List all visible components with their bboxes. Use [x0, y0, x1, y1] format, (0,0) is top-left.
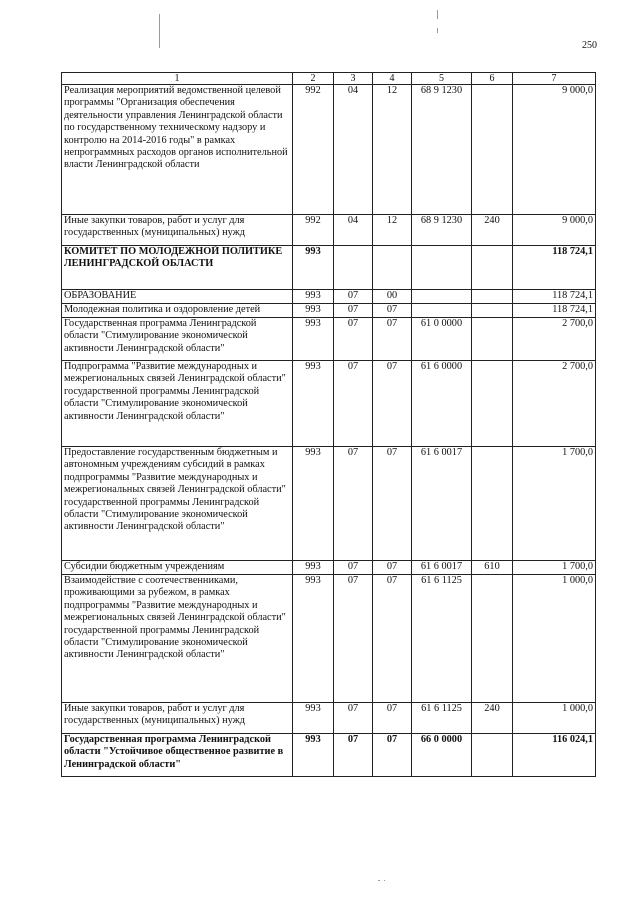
section-code-cell: 07: [334, 734, 373, 777]
expense-type-code-cell: [472, 85, 513, 215]
target-article-code-cell: 68 9 1230: [412, 85, 472, 215]
column-header: 3: [334, 73, 373, 85]
expense-type-code-cell: [472, 304, 513, 318]
expense-type-code-cell: 240: [472, 215, 513, 246]
target-article-code-cell: [412, 290, 472, 304]
amount-cell: 118 724,1: [513, 246, 596, 290]
table-row: [62, 703, 596, 734]
item-name-cell: Предоставление государственным бюджетным и автономным учреждениям субсидий в рамках подпрограммы "Развитие международных и межрегиональных связей Ленинградской области" государственной программы Ленинградской области "Стимулирование экономической активности Ленинградской области": [62, 447, 293, 561]
item-name-cell: Молодежная политика и оздоровление детей: [62, 304, 293, 318]
table-header-row: [62, 73, 596, 85]
scan-mark: [378, 880, 380, 881]
item-name-cell: Реализация мероприятий ведомственной целевой программы "Организация обеспечения деятельности управления Ленинградской области по государственному техническому надзору и контролю на 2014-2016 годы" в рамках непрограммных расходов органов исполнительной власти Ленинградской области: [62, 85, 293, 215]
table-row: [62, 575, 596, 703]
amount-cell: 9 000,0: [513, 215, 596, 246]
subsection-code-cell: 12: [373, 85, 412, 215]
expense-type-code-cell: [472, 575, 513, 703]
item-name-cell: Иные закупки товаров, работ и услуг для государственных (муниципальных) нужд: [62, 215, 293, 246]
ministry-code-cell: 993: [293, 361, 334, 447]
item-name-cell: Государственная программа Ленинградской области "Стимулирование экономической активности Ленинградской области": [62, 318, 293, 361]
ministry-code-cell: 993: [293, 290, 334, 304]
section-code-cell: 07: [334, 290, 373, 304]
section-code-cell: 07: [334, 703, 373, 734]
section-code-cell: 07: [334, 361, 373, 447]
ministry-code-cell: 993: [293, 734, 334, 777]
expense-type-code-cell: [472, 318, 513, 361]
target-article-code-cell: 68 9 1230: [412, 215, 472, 246]
amount-cell: 2 700,0: [513, 318, 596, 361]
ministry-code-cell: 992: [293, 215, 334, 246]
amount-cell: 118 724,1: [513, 290, 596, 304]
item-name-cell: ОБРАЗОВАНИЕ: [62, 290, 293, 304]
ministry-code-cell: 993: [293, 703, 334, 734]
table-row: [62, 85, 596, 215]
subsection-code-cell: 07: [373, 561, 412, 575]
target-article-code-cell: [412, 304, 472, 318]
section-code-cell: 04: [334, 85, 373, 215]
section-code-cell: 07: [334, 447, 373, 561]
expense-type-code-cell: [472, 447, 513, 561]
amount-cell: 118 724,1: [513, 304, 596, 318]
ministry-code-cell: 993: [293, 246, 334, 290]
target-article-code-cell: 61 6 0017: [412, 447, 472, 561]
item-name-cell: Государственная программа Ленинградской области "Устойчивое общественное развитие в Ленинградской области": [62, 734, 293, 777]
expense-type-code-cell: [472, 361, 513, 447]
table-row: [62, 447, 596, 561]
table-row: [62, 318, 596, 361]
expense-type-code-cell: 240: [472, 703, 513, 734]
subsection-code-cell: 07: [373, 447, 412, 561]
amount-cell: 1 700,0: [513, 447, 596, 561]
ministry-code-cell: 993: [293, 447, 334, 561]
ministry-code-cell: 993: [293, 561, 334, 575]
budget-table: [61, 72, 596, 777]
target-article-code-cell: [412, 246, 472, 290]
ministry-code-cell: 993: [293, 318, 334, 361]
amount-cell: 116 024,1: [513, 734, 596, 777]
table-row: [62, 304, 596, 318]
column-header: 1: [62, 73, 293, 85]
amount-cell: 1 000,0: [513, 575, 596, 703]
amount-cell: 9 000,0: [513, 85, 596, 215]
column-header: 2: [293, 73, 334, 85]
target-article-code-cell: 66 0 0000: [412, 734, 472, 777]
item-name-cell: КОМИТЕТ ПО МОЛОДЕЖНОЙ ПОЛИТИКЕ ЛЕНИНГРАДСКОЙ ОБЛАСТИ: [62, 246, 293, 290]
section-code-cell: 07: [334, 575, 373, 703]
amount-cell: 1 000,0: [513, 703, 596, 734]
expense-type-code-cell: [472, 246, 513, 290]
scan-mark: [384, 880, 385, 881]
section-code-cell: [334, 246, 373, 290]
column-header: 5: [412, 73, 472, 85]
expense-type-code-cell: [472, 734, 513, 777]
item-name-cell: Иные закупки товаров, работ и услуг для государственных (муниципальных) нужд: [62, 703, 293, 734]
scan-mark: [437, 10, 438, 19]
subsection-code-cell: 07: [373, 318, 412, 361]
ministry-code-cell: 992: [293, 85, 334, 215]
column-header: 4: [373, 73, 412, 85]
section-code-cell: 04: [334, 215, 373, 246]
subsection-code-cell: 07: [373, 734, 412, 777]
subsection-code-cell: [373, 246, 412, 290]
column-header: 7: [513, 73, 596, 85]
expense-type-code-cell: [472, 290, 513, 304]
item-name-cell: Подпрограмма "Развитие международных и межрегиональных связей Ленинградской области" государственной программы Ленинградской области "Стимулирование экономической активности Ленинградской области": [62, 361, 293, 447]
section-code-cell: 07: [334, 561, 373, 575]
column-header: 6: [472, 73, 513, 85]
page-number: 250: [582, 40, 597, 51]
section-code-cell: 07: [334, 304, 373, 318]
table-row: [62, 361, 596, 447]
subsection-code-cell: 12: [373, 215, 412, 246]
amount-cell: 1 700,0: [513, 561, 596, 575]
subsection-code-cell: 07: [373, 575, 412, 703]
target-article-code-cell: 61 6 0000: [412, 361, 472, 447]
item-name-cell: Взаимодействие с соотечественниками, проживающими за рубежом, в рамках подпрограммы "Развитие международных и межрегиональных связей Ленинградской области" государственной программы Ленинградской области "Стимулирование экономической активности Ленинградской области": [62, 575, 293, 703]
ministry-code-cell: 993: [293, 304, 334, 318]
target-article-code-cell: 61 6 1125: [412, 703, 472, 734]
scan-mark: [159, 14, 160, 48]
subsection-code-cell: 07: [373, 703, 412, 734]
table-row: [62, 290, 596, 304]
target-article-code-cell: 61 0 0000: [412, 318, 472, 361]
subsection-code-cell: 07: [373, 361, 412, 447]
subsection-code-cell: 07: [373, 304, 412, 318]
table-row: [62, 246, 596, 290]
ministry-code-cell: 993: [293, 575, 334, 703]
item-name-cell: Субсидии бюджетным учреждениям: [62, 561, 293, 575]
target-article-code-cell: 61 6 0017: [412, 561, 472, 575]
table-row: [62, 215, 596, 246]
subsection-code-cell: 00: [373, 290, 412, 304]
expense-type-code-cell: 610: [472, 561, 513, 575]
target-article-code-cell: 61 6 1125: [412, 575, 472, 703]
table-row: [62, 561, 596, 575]
table-row: [62, 734, 596, 777]
scan-mark: [437, 28, 438, 33]
section-code-cell: 07: [334, 318, 373, 361]
amount-cell: 2 700,0: [513, 361, 596, 447]
